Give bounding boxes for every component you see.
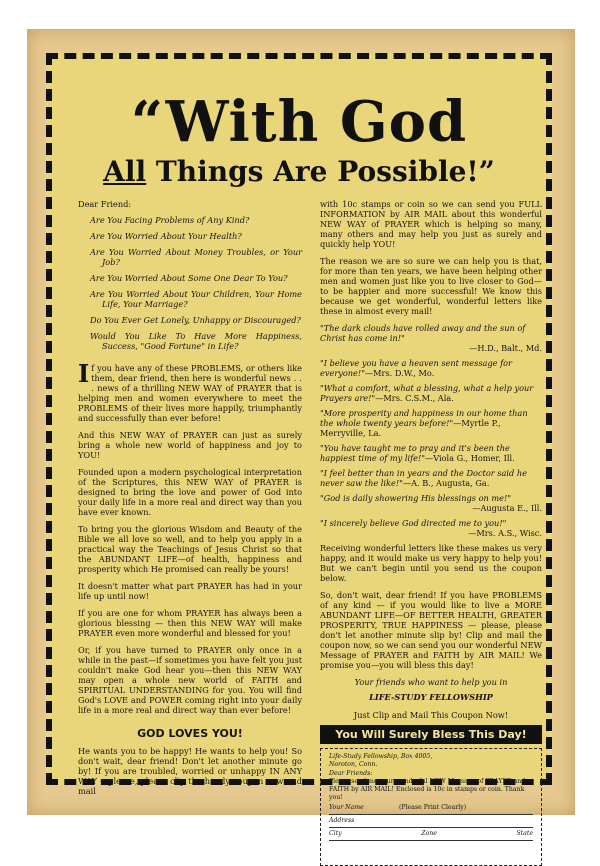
body-paragraph: The reason we are so sure we can help you is that, for more than ten years, we have been helping other men and women just like you to live closer to God—to be happier and more successful! We know this because we get wonderful, wonderful letters like these in almost every mail! — [320, 256, 542, 316]
left-column — [78, 199, 302, 803]
headline-rest: Things Are Possible!” — [146, 155, 495, 188]
coupon-address-field[interactable]: Address — [329, 817, 533, 828]
question: Are You Worried About Your Children, Your Home Life, Your Marriage? — [90, 289, 302, 309]
drop-cap: I — [78, 359, 90, 388]
headline: “With God — [130, 89, 468, 155]
testimonial: "More prosperity and happiness in our home than the whole twenty years before!"—Myrtle P., Merryville, La. — [320, 408, 528, 438]
testimonial: "I sincerely believe God directed me to you!" —Mrs. A.S., Wisc. — [320, 518, 542, 538]
coupon-name-field[interactable]: Your Name (Please Print Clearly) — [329, 804, 533, 815]
question: Are You Worried About Some One Dear To You? — [90, 273, 288, 283]
testimonial: "The dark clouds have rolled away and the sun of Christ has come in!" —H.D., Balt., Md. — [320, 323, 542, 353]
signature-line: Your friends who want to help you in — [354, 677, 508, 687]
question: Are You Worried About Money Troubles, or Your Job? — [90, 247, 302, 267]
body-paragraph: To bring you the glorious Wisdom and Beauty of the Bible we all love so well, and to help you apply in a practical way the Teachings of Jesus Christ so that the ABUNDANT LIFE—of health, happiness and prosperity which He promised can really be yours! — [78, 524, 302, 574]
coupon[interactable] — [320, 748, 542, 866]
body-paragraph: And this NEW WAY of PRAYER can just as surely bring a whole new world of happiness and joy to YOU! — [78, 430, 302, 460]
testimonial: "I believe you have a heaven sent message for everyone!"—Mrs. D.W., Mo. — [320, 358, 513, 378]
god-loves-you-heading: GOD LOVES YOU! — [137, 727, 243, 740]
coupon-salutation: Dear Friends: — [329, 769, 373, 777]
salutation: Dear Friend: — [78, 199, 132, 209]
body-paragraph: Or, if you have turned to PRAYER only once in a while in the past—if sometimes you have felt you just couldn't make God hear you—then this NEW WAY may open a whole new world of FAITH and SPIRITUAL UNDERSTANDING for you. You will find God's LOVE and POWER coming right into your daily life in a more real and direct way than ever before! — [78, 645, 302, 715]
testimonial: "You have taught me to pray and it's been the happiest time of my life!"—Viola G., Homer, Ill. — [320, 443, 515, 463]
fellowship-name: LIFE-STUDY FELLOWSHIP — [369, 692, 493, 702]
body-paragraph: Receiving wonderful letters like these makes us very happy, and it would make us very happy to help you! But we can't begin until you send us the coupon below. — [320, 543, 542, 583]
ad-frame — [46, 53, 552, 837]
testimonial: "God is daily showering His blessings on me!" —Augusta E., Ill. — [320, 493, 542, 513]
bless-banner: You Will Surely Bless This Day! — [320, 725, 542, 744]
clip-instruction: Just Clip and Mail This Coupon Now! — [353, 710, 509, 720]
closing-paragraph: He wants you to be happy! He wants to help you! So don't wait, dear friend! Don't let another minute go by! If you are troubled, worried or unhappy IN ANY WAY —please, please clip the handy coupon now and mail — [78, 746, 302, 797]
body-paragraph: with 10c stamps or coin so we can send you FULL INFORMATION by AIR MAIL about this wonderful NEW WAY of PRAYER which is helping so many, many others and may help you just as surely and quickly help YOU! — [320, 199, 542, 249]
body-paragraph: Founded upon a modern psychological interpretation of the Scriptures, this NEW WAY of PRAYER is designed to bring the love and power of God into your daily life in a more real and direct way than you have ever known. — [78, 467, 302, 517]
question: Are You Facing Problems of Any Kind? — [90, 215, 250, 225]
body-paragraph: If you are one for whom PRAYER has always been a glorious blessing — then this NEW WAY will make PRAYER even more wonderful and blessed for you! — [78, 608, 302, 638]
headline-all: All — [103, 155, 147, 188]
coupon-body: Please send me your wonderful NEW Message of PRAYER and FAITH by AIR MAIL! Enclosed is 10c in stamps or coin. Thank you! — [329, 777, 526, 801]
testimonial: "What a comfort, what a blessing, what a help your Prayers are!"—Mrs. C.S.M., Ala. — [320, 383, 534, 403]
body-paragraph: So, don't wait, dear friend! If you have PROBLEMS of any kind — if you would like to live a MORE ABUNDANT LIFE—OF BETTER HEALTH, GREATER PROSPERITY, TRUE HAPPINESS — please, please don't let another minute slip by! Clip and mail the coupon now, so we can send you our wonderful NEW Message of PRAYER and FAITH by AIR MAIL! We promise you—you will bless this day! — [320, 590, 542, 670]
coupon-address: Life-Study Fellowship, Box 4005, — [329, 753, 433, 761]
body-paragraph: It doesn't matter what part PRAYER has had in your life up until now! — [78, 581, 302, 601]
question: Would You Like To Have More Happiness, Success, "Good Fortune" in Life? — [90, 331, 302, 351]
coupon-address-city: Noroton, Conn. — [329, 761, 378, 769]
testimonial: "I feel better than in years and the Doctor said he never saw the like!"—A. B., Augusta, Ga. — [320, 468, 527, 488]
coupon-city-field[interactable]: City Zone State — [329, 830, 533, 841]
question: Are You Worried About Your Health? — [90, 231, 242, 241]
question: Do You Ever Get Lonely, Unhappy or Discouraged? — [90, 315, 301, 325]
subheadline — [52, 155, 546, 188]
body-paragraph: If you have any of these PROBLEMS, or others like them, dear friend, then here is wonderful news . . . news of a thrilling NEW WAY of PRAYER that is helping men and women everywhere to meet the PROBLEMS of their lives more happily, triumphantly and successfully than ever before! — [78, 359, 302, 423]
right-column — [320, 199, 542, 866]
